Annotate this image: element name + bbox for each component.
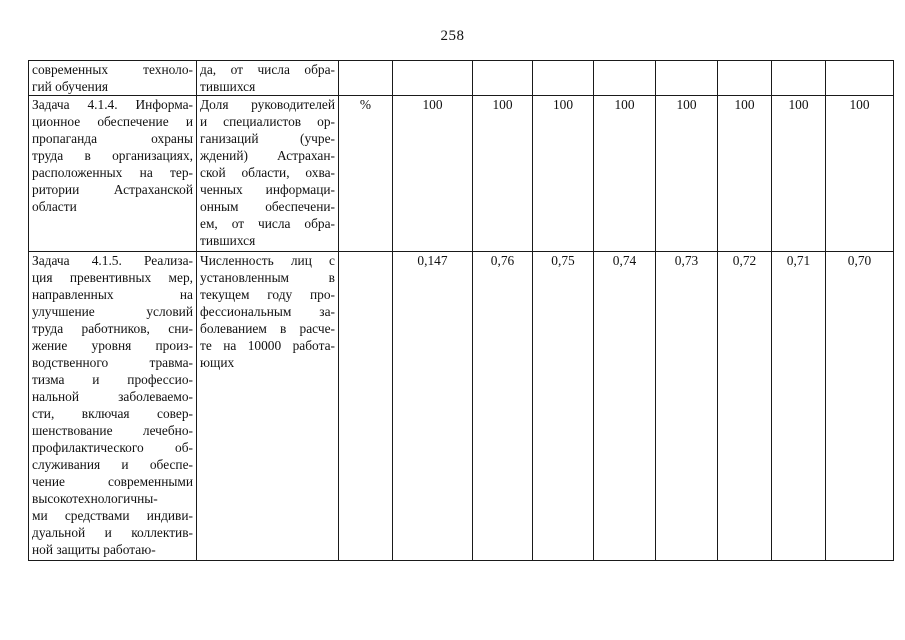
value-cell: 0,75: [533, 252, 594, 561]
value-cell: 100: [656, 96, 718, 252]
value-cell: [718, 61, 772, 96]
value-cell: 0,71: [772, 252, 826, 561]
task-name-cell-line: тизма и профессио-: [32, 372, 193, 387]
indicator-cell-line: болеванием в расче-: [200, 321, 335, 336]
task-name-cell-line: чение современными: [32, 474, 193, 489]
task-name-cell: [29, 96, 197, 252]
task-name-cell-line: области: [32, 199, 77, 214]
value-cell: 0,76: [473, 252, 533, 561]
indicator-cell-line: фессиональным за-: [200, 304, 335, 319]
task-name-cell-line: ционное обеспечение и: [32, 114, 193, 129]
task-name-cell-line: современных техноло-: [32, 62, 193, 77]
indicator-cell-line: ющих: [200, 355, 235, 370]
task-name-cell: [29, 252, 197, 561]
indicator-cell-line: тившихся: [200, 79, 256, 94]
value-cell: [826, 61, 894, 96]
indicator-cell-line: ской области, охва-: [200, 165, 335, 180]
indicators-table: [28, 60, 894, 561]
page-number: 258: [440, 28, 465, 44]
task-name-cell-line: высокотехнологичны-: [32, 491, 158, 506]
task-name-cell-line: служивания и обеспе-: [32, 457, 193, 472]
task-name-cell-line: гий обучения: [32, 79, 109, 94]
value-cell: [473, 61, 533, 96]
task-name-cell-line: труда работников, сни-: [32, 321, 193, 336]
task-name-cell-line: профилактического об-: [32, 440, 193, 455]
indicator-cell: [197, 96, 339, 252]
unit-cell: [339, 252, 393, 561]
unit-cell: %: [339, 96, 393, 252]
task-name-cell-line: улучшение условий: [32, 304, 193, 319]
task-name-cell-line: труда в организациях,: [32, 148, 193, 163]
value-cell: 0,74: [594, 252, 656, 561]
task-name-cell-line: ной защиты работаю-: [32, 542, 156, 557]
task-name-cell-line: расположенных на тер-: [32, 165, 193, 180]
indicator-cell-line: те на 10000 работа-: [200, 338, 335, 353]
task-name-cell-line: направленных на: [32, 287, 193, 302]
table-row: [29, 61, 894, 96]
indicator-cell-line: онным обеспечени-: [200, 199, 335, 214]
value-cell: 0,72: [718, 252, 772, 561]
value-cell: 0,147: [393, 252, 473, 561]
task-name-cell-line: водственного травма-: [32, 355, 193, 370]
indicator-cell-line: текущем году про-: [200, 287, 335, 302]
task-name-cell-line: пропаганда охраны: [32, 131, 193, 146]
value-cell: 100: [772, 96, 826, 252]
value-cell: [594, 61, 656, 96]
value-cell: 0,70: [826, 252, 894, 561]
value-cell: 100: [473, 96, 533, 252]
value-cell: [393, 61, 473, 96]
unit-cell: [339, 61, 393, 96]
task-name-cell-line: шенствование лечебно-: [32, 423, 193, 438]
value-cell: 100: [826, 96, 894, 252]
indicator-cell-line: Численность лиц с: [200, 253, 335, 268]
task-name-cell-line: Задача 4.1.5. Реализа-: [32, 253, 193, 268]
value-cell: 0,73: [656, 252, 718, 561]
table-row: [29, 96, 894, 252]
task-name-cell-line: ритории Астраханской: [32, 182, 193, 197]
task-name-cell-line: Задача 4.1.4. Информа-: [32, 97, 193, 112]
value-cell: [656, 61, 718, 96]
value-cell: [533, 61, 594, 96]
indicator-cell-line: ганизаций (учре-: [200, 131, 335, 146]
task-name-cell-line: жение уровня произ-: [32, 338, 193, 353]
indicator-cell-line: да, от числа обра-: [200, 62, 335, 77]
indicator-cell-line: ченных информаци-: [200, 182, 335, 197]
indicator-cell-line: установленным в: [200, 270, 335, 285]
task-name-cell: [29, 61, 197, 96]
task-name-cell-line: сти, включая совер-: [32, 406, 193, 421]
indicator-cell-line: тившихся: [200, 233, 256, 248]
indicator-cell-line: ем, от числа обра-: [200, 216, 335, 231]
table-row: [29, 252, 894, 561]
task-name-cell-line: нальной заболеваемо-: [32, 389, 193, 404]
indicator-cell-line: и специалистов ор-: [200, 114, 335, 129]
value-cell: 100: [533, 96, 594, 252]
value-cell: 100: [718, 96, 772, 252]
value-cell: 100: [393, 96, 473, 252]
indicator-cell: [197, 252, 339, 561]
task-name-cell-line: дуальной и коллектив-: [32, 525, 193, 540]
indicator-cell-line: ждений) Астрахан-: [200, 148, 335, 163]
value-cell: [772, 61, 826, 96]
task-name-cell-line: ми средствами индиви-: [32, 508, 193, 523]
value-cell: 100: [594, 96, 656, 252]
task-name-cell-line: ция превентивных мер,: [32, 270, 193, 285]
indicator-cell-line: Доля руководителей: [200, 97, 335, 112]
indicator-cell: [197, 61, 339, 96]
